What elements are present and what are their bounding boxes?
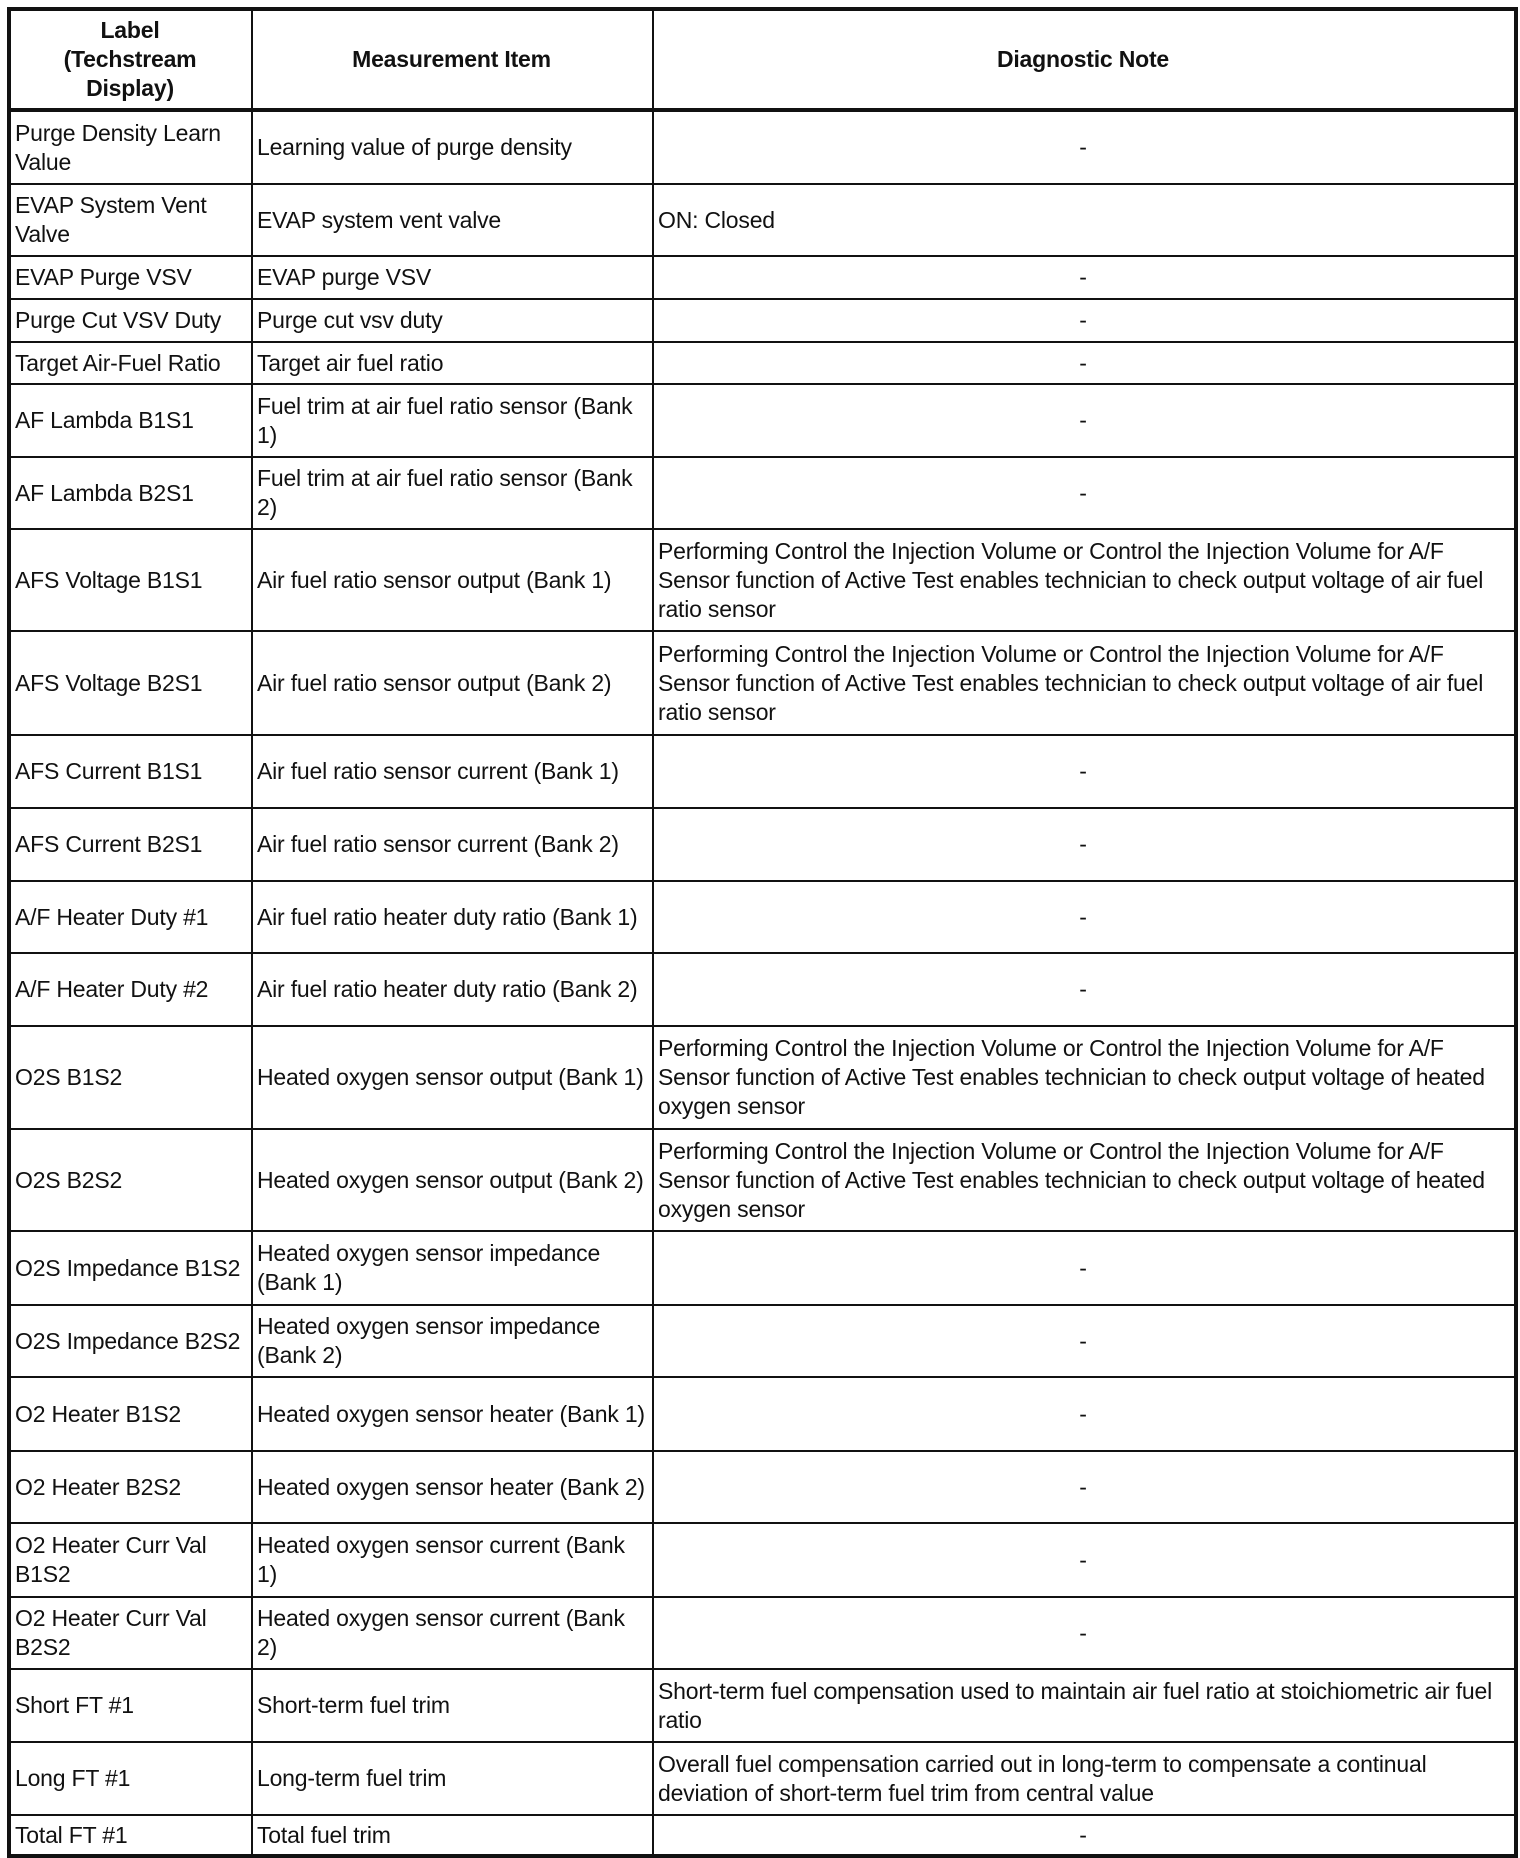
- row-diagnostic-note-cell: -: [653, 342, 1516, 384]
- header-label-line: Label: [100, 17, 160, 43]
- row-label-cell: O2 Heater Curr Val B1S2: [9, 1523, 252, 1597]
- table-row: [9, 529, 1516, 631]
- table-row: [9, 953, 1516, 1026]
- row-measurement-item-cell: Fuel trim at air fuel ratio sensor (Bank 1): [252, 384, 653, 457]
- row-measurement-item-cell: Heated oxygen sensor impedance (Bank 1): [252, 1231, 653, 1305]
- table-body: [9, 110, 1516, 1856]
- row-measurement-item-cell: Learning value of purge density: [252, 110, 653, 184]
- row-diagnostic-note-cell: -: [653, 1523, 1516, 1597]
- row-measurement-item-cell: Heated oxygen sensor output (Bank 1): [252, 1026, 653, 1129]
- column-header-measurement-item: Measurement Item: [252, 9, 653, 110]
- row-diagnostic-note-cell: -: [653, 256, 1516, 299]
- row-measurement-item-cell: Heated oxygen sensor output (Bank 2): [252, 1129, 653, 1231]
- row-measurement-item-cell: Heated oxygen sensor current (Bank 2): [252, 1597, 653, 1669]
- row-measurement-item-cell: Air fuel ratio sensor current (Bank 2): [252, 808, 653, 881]
- row-diagnostic-note-cell: Performing Control the Injection Volume or Control the Injection Volume for A/F Sensor function of Active Test enables technician to check output voltage of heated oxygen sensor: [653, 1129, 1516, 1231]
- table-row: [9, 1451, 1516, 1523]
- row-label-cell: O2S B2S2: [9, 1129, 252, 1231]
- row-measurement-item-cell: Short-term fuel trim: [252, 1669, 653, 1742]
- row-diagnostic-note-cell: -: [653, 808, 1516, 881]
- row-diagnostic-note-cell: -: [653, 1815, 1516, 1856]
- table-row: [9, 384, 1516, 457]
- row-diagnostic-note-cell: Performing Control the Injection Volume or Control the Injection Volume for A/F Sensor function of Active Test enables technician to check output voltage of air fuel ratio sensor: [653, 529, 1516, 631]
- row-label-cell: Total FT #1: [9, 1815, 252, 1856]
- row-label-cell: O2S B1S2: [9, 1026, 252, 1129]
- row-label-cell: EVAP System Vent Valve: [9, 184, 252, 256]
- table-row: [9, 735, 1516, 808]
- row-measurement-item-cell: Heated oxygen sensor heater (Bank 2): [252, 1451, 653, 1523]
- row-label-cell: O2 Heater B1S2: [9, 1377, 252, 1451]
- table-row: [9, 457, 1516, 529]
- table-row: [9, 1026, 1516, 1129]
- row-measurement-item-cell: Long-term fuel trim: [252, 1742, 653, 1815]
- row-measurement-item-cell: Heated oxygen sensor heater (Bank 1): [252, 1377, 653, 1451]
- row-label-cell: Short FT #1: [9, 1669, 252, 1742]
- row-label-cell: AF Lambda B1S1: [9, 384, 252, 457]
- row-diagnostic-note-cell: -: [653, 1597, 1516, 1669]
- row-measurement-item-cell: Air fuel ratio heater duty ratio (Bank 2): [252, 953, 653, 1026]
- row-label-cell: Long FT #1: [9, 1742, 252, 1815]
- table-row: [9, 1129, 1516, 1231]
- table-row: [9, 881, 1516, 953]
- row-label-cell: AF Lambda B2S1: [9, 457, 252, 529]
- row-measurement-item-cell: Air fuel ratio sensor current (Bank 1): [252, 735, 653, 808]
- row-label-cell: O2S Impedance B1S2: [9, 1231, 252, 1305]
- table-row: [9, 1669, 1516, 1742]
- row-label-cell: AFS Current B2S1: [9, 808, 252, 881]
- row-diagnostic-note-cell: Short-term fuel compensation used to maintain air fuel ratio at stoichiometric air fuel ratio: [653, 1669, 1516, 1742]
- table-row: [9, 299, 1516, 342]
- table-row: [9, 1597, 1516, 1669]
- row-diagnostic-note-cell: Overall fuel compensation carried out in long-term to compensate a continual deviation of short-term fuel trim from central value: [653, 1742, 1516, 1815]
- row-diagnostic-note-cell: Performing Control the Injection Volume or Control the Injection Volume for A/F Sensor function of Active Test enables technician to check output voltage of air fuel ratio sensor: [653, 631, 1516, 735]
- row-diagnostic-note-cell: -: [653, 457, 1516, 529]
- table-row: [9, 342, 1516, 384]
- row-diagnostic-note-cell: -: [653, 881, 1516, 953]
- table-row: [9, 631, 1516, 735]
- table-row: [9, 808, 1516, 881]
- row-measurement-item-cell: Air fuel ratio heater duty ratio (Bank 1): [252, 881, 653, 953]
- table-row: [9, 184, 1516, 256]
- row-label-cell: O2 Heater Curr Val B2S2: [9, 1597, 252, 1669]
- row-measurement-item-cell: Total fuel trim: [252, 1815, 653, 1856]
- header-row: [9, 9, 1516, 110]
- data-list-table-container: [7, 7, 1514, 1858]
- data-list-table: [7, 7, 1518, 1858]
- row-diagnostic-note-cell: -: [653, 1305, 1516, 1377]
- table-row: [9, 1377, 1516, 1451]
- column-header-label: [9, 9, 252, 110]
- row-diagnostic-note-cell: -: [653, 735, 1516, 808]
- row-diagnostic-note-cell: -: [653, 1377, 1516, 1451]
- row-label-cell: Purge Density Learn Value: [9, 110, 252, 184]
- row-measurement-item-cell: Heated oxygen sensor current (Bank 1): [252, 1523, 653, 1597]
- row-diagnostic-note-cell: -: [653, 1231, 1516, 1305]
- row-diagnostic-note-cell: ON: Closed: [653, 184, 1516, 256]
- row-diagnostic-note-cell: -: [653, 110, 1516, 184]
- row-label-cell: A/F Heater Duty #1: [9, 881, 252, 953]
- row-diagnostic-note-cell: -: [653, 299, 1516, 342]
- table-row: [9, 1815, 1516, 1856]
- row-label-cell: Target Air-Fuel Ratio: [9, 342, 252, 384]
- row-label-cell: AFS Current B1S1: [9, 735, 252, 808]
- row-diagnostic-note-cell: Performing Control the Injection Volume or Control the Injection Volume for A/F Sensor function of Active Test enables technician to check output voltage of heated oxygen sensor: [653, 1026, 1516, 1129]
- table-row: [9, 256, 1516, 299]
- header-label-line: (Techstream: [63, 46, 197, 72]
- table-row: [9, 1305, 1516, 1377]
- row-measurement-item-cell: EVAP system vent valve: [252, 184, 653, 256]
- row-diagnostic-note-cell: -: [653, 953, 1516, 1026]
- row-measurement-item-cell: Air fuel ratio sensor output (Bank 1): [252, 529, 653, 631]
- row-diagnostic-note-cell: -: [653, 1451, 1516, 1523]
- row-measurement-item-cell: Purge cut vsv duty: [252, 299, 653, 342]
- row-label-cell: Purge Cut VSV Duty: [9, 299, 252, 342]
- table-row: [9, 1742, 1516, 1815]
- row-label-cell: AFS Voltage B2S1: [9, 631, 252, 735]
- row-label-cell: A/F Heater Duty #2: [9, 953, 252, 1026]
- row-measurement-item-cell: Air fuel ratio sensor output (Bank 2): [252, 631, 653, 735]
- header-label-line: Display): [86, 75, 174, 101]
- table-row: [9, 110, 1516, 184]
- row-diagnostic-note-cell: -: [653, 384, 1516, 457]
- table-row: [9, 1523, 1516, 1597]
- column-header-diagnostic-note: Diagnostic Note: [653, 9, 1516, 110]
- table-header: [9, 9, 1516, 110]
- row-measurement-item-cell: Heated oxygen sensor impedance (Bank 2): [252, 1305, 653, 1377]
- row-label-cell: O2 Heater B2S2: [9, 1451, 252, 1523]
- row-label-cell: EVAP Purge VSV: [9, 256, 252, 299]
- row-label-cell: AFS Voltage B1S1: [9, 529, 252, 631]
- row-measurement-item-cell: EVAP purge VSV: [252, 256, 653, 299]
- table-row: [9, 1231, 1516, 1305]
- row-measurement-item-cell: Target air fuel ratio: [252, 342, 653, 384]
- row-measurement-item-cell: Fuel trim at air fuel ratio sensor (Bank 2): [252, 457, 653, 529]
- row-label-cell: O2S Impedance B2S2: [9, 1305, 252, 1377]
